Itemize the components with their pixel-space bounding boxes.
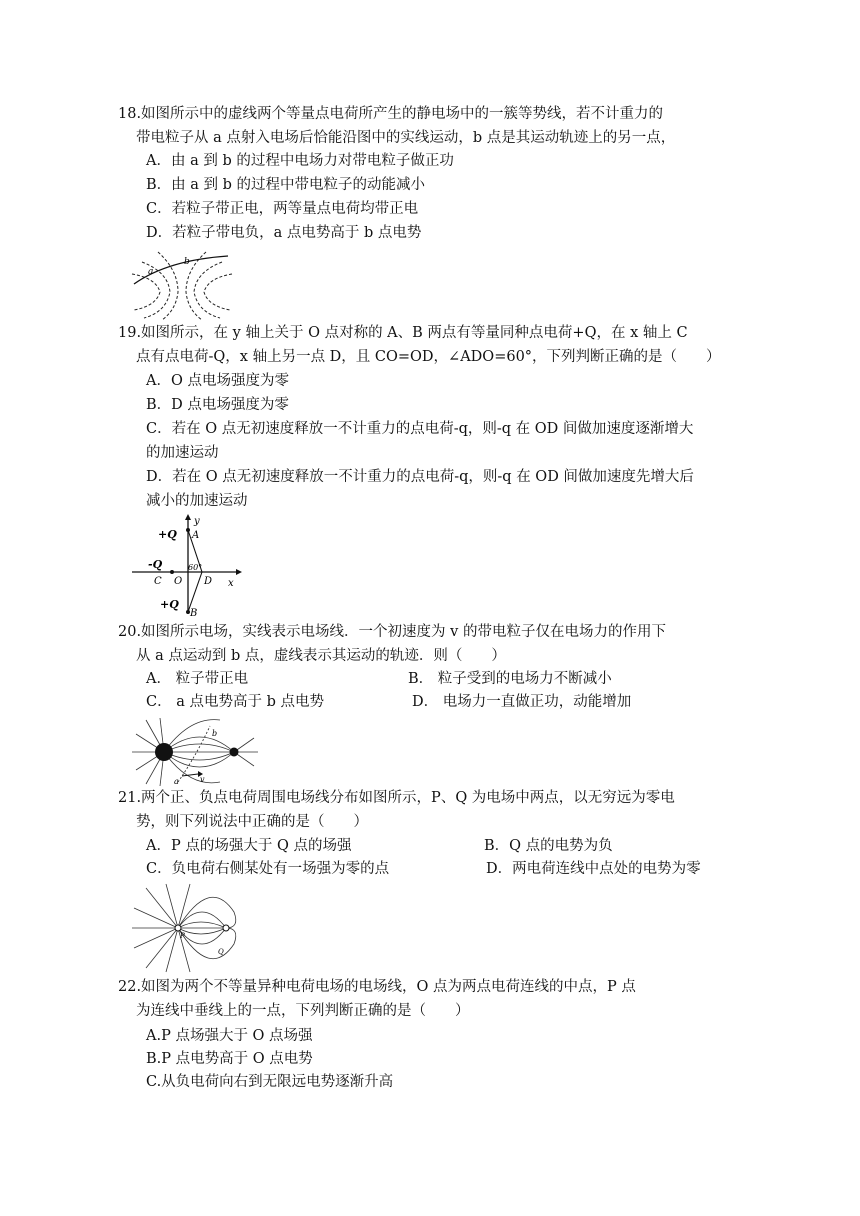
q19-label-x: x: [228, 578, 234, 589]
question-20-stem-line2: 从 a 点运动到 b 点，虚线表示其运动的轨迹．则（ ）: [136, 648, 506, 664]
q19-label-B: B: [190, 608, 198, 616]
q19-option-c: C．若在 O 点无初速度释放一不计重力的点电荷-q，则-q 在 OD 间做加速度逐渐增大: [146, 421, 694, 437]
q21-option-c: C．负电荷右侧某处有一场强为零的点: [146, 861, 390, 877]
q19-label-A: A: [192, 530, 200, 541]
q21-field-figure: [130, 882, 245, 974]
q22-option-c: C.从负电荷向右到无限远电势逐渐升高: [146, 1074, 394, 1090]
q19-option-d: D．若在 O 点无初速度释放一不计重力的点电荷-q，则-q 在 OD 间做加速度先增大后: [146, 469, 694, 485]
q20-option-d: D． 电场力一直做正功，动能增加: [412, 694, 632, 710]
question-22-stem: [118, 975, 738, 1023]
question-19-stem: [118, 321, 738, 369]
q21-option-a: A．P 点的场强大于 Q 点的场强: [146, 838, 352, 854]
q18-label-a: a: [148, 267, 154, 277]
question-19-stem-line2: 点有点电荷-Q，x 轴上另一点 D，且 CO=OD，∠ADO=60°，下列判断正确的是（ ）: [136, 349, 721, 365]
question-18-stem-line2: 带电粒子从 a 点射入电场后恰能沿图中的实线运动，b 点是其运动轨迹上的另一点，: [136, 130, 676, 146]
q20-label-a: a: [174, 777, 179, 786]
q18-option-c: C．若粒子带正电，两等量点电荷均带正电: [146, 201, 419, 217]
question-21-stem: [118, 786, 738, 834]
q19-label-plusQ-top: +Q: [158, 528, 177, 541]
q18-option-b: B．由 a 到 b 的过程中带电粒子的动能减小: [146, 177, 426, 193]
question-21: [118, 786, 738, 834]
q20-option-b: B． 粒子受到的电场力不断减小: [408, 671, 612, 687]
q19-option-c-cont: 的加速运动: [146, 445, 219, 461]
question-21-stem-line2: 势，则下列说法中正确的是（ ）: [136, 814, 368, 830]
question-20: [118, 620, 738, 668]
q19-option-b: B．D 点电场强度为零: [146, 397, 289, 413]
question-21-stem-line1: 21.两个正、负点电荷周围电场线分布如图所示，P、Q 为电场中两点，以无穷远为零电: [118, 790, 675, 806]
q21-option-d: D．两电荷连线中点处的电势为零: [486, 861, 701, 877]
q19-option-d-cont: 减小的加速运动: [146, 493, 248, 509]
q19-label-angle: 60°: [188, 563, 203, 572]
q19-label-C: C: [154, 576, 162, 587]
q19-option-a: A．O 点电场强度为零: [146, 373, 289, 389]
question-22-stem-line1: 22.如图为两个不等量异种电荷电场的电场线，O 点为两点电荷连线的中点，P 点: [118, 979, 636, 995]
q18-option-a: A．由 a 到 b 的过程中电场力对带电粒子做正功: [146, 153, 454, 169]
q20-label-b: b: [212, 729, 218, 738]
q19-label-y: y: [194, 516, 200, 527]
q22-option-b: B.P 点电势高于 O 点电势: [146, 1051, 313, 1067]
question-19-stem-line1: 19.如图所示，在 y 轴上关于 O 点对称的 A、B 两点有等量同种点电荷+Q，在 x 轴上 C: [118, 325, 688, 341]
question-19: [118, 321, 738, 369]
q19-label-D: D: [204, 576, 213, 587]
q18-equipotential-figure: [128, 248, 238, 320]
question-22-stem-line2: 为连线中垂线上的一点，下列判断正确的是（ ）: [136, 1003, 470, 1019]
question-18-stem-line1: 18.如图所示中的虚线两个等量点电荷所产生的静电场中的一簇等势线，若不计重力的: [118, 106, 664, 122]
question-20-stem-line1: 20.如图所示电场，实线表示电场线．一个初速度为 v 的带电粒子仅在电场力的作用下: [118, 624, 666, 640]
q19-label-minusQ: -Q: [148, 558, 163, 571]
q22-option-a: A.P 点场强大于 O 点场强: [146, 1028, 313, 1044]
question-22: [118, 975, 738, 1023]
question-18: [118, 102, 738, 150]
q20-option-c: C． a 点电势高于 b 点电势: [146, 694, 324, 710]
question-18-stem: [118, 102, 738, 150]
q19-axes-figure: [130, 512, 245, 616]
q21-label-P: P: [180, 932, 185, 940]
q19-label-plusQ-bottom: +Q: [160, 598, 179, 611]
q18-label-b: b: [184, 257, 190, 267]
q18-option-d: D．若粒子带电负，a 点电势高于 b 点电势: [146, 225, 422, 241]
q21-option-b: B．Q 点的电势为负: [484, 838, 613, 854]
q20-label-v: v: [200, 775, 205, 784]
q19-label-O: O: [174, 576, 183, 587]
q20-option-a: A． 粒子带正电: [146, 671, 249, 687]
question-20-stem: [118, 620, 738, 668]
q21-label-Q: Q: [218, 948, 224, 956]
q20-field-figure: [130, 716, 260, 786]
